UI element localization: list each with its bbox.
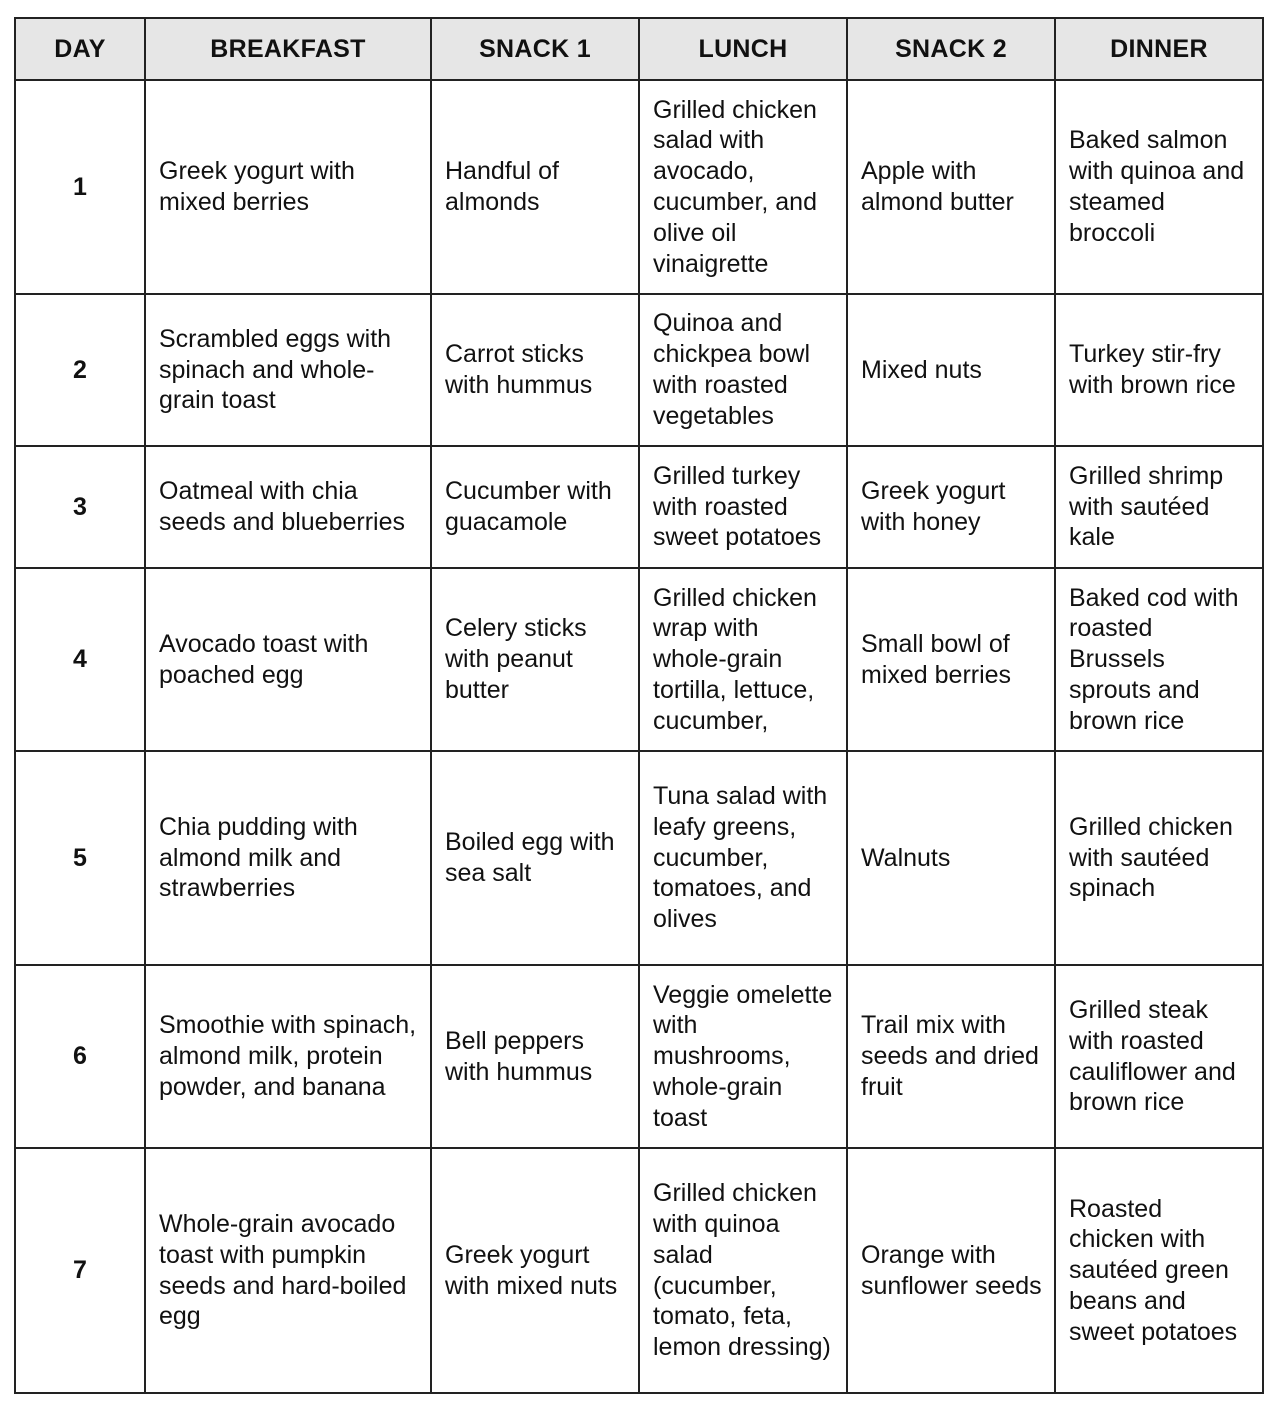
snack-1-cell: Bell peppers with hummus xyxy=(431,965,639,1148)
snack-1-cell: Celery sticks with peanut butter xyxy=(431,568,639,751)
breakfast-cell: Greek yogurt with mixed berries xyxy=(145,80,431,294)
day-cell: 3 xyxy=(15,446,145,568)
dinner-cell: Baked salmon with quinoa and steamed broccoli xyxy=(1055,80,1263,294)
breakfast-cell: Chia pudding with almond milk and strawberries xyxy=(145,751,431,965)
column-header-snack-2: SNACK 2 xyxy=(847,18,1055,80)
column-header-breakfast: BREAKFAST xyxy=(145,18,431,80)
snack-2-cell: Apple with almond butter xyxy=(847,80,1055,294)
dinner-cell: Grilled shrimp with sautéed kale xyxy=(1055,446,1263,568)
table-row xyxy=(15,80,1263,294)
lunch-cell: Quinoa and chickpea bowl with roasted vegetables xyxy=(639,294,847,446)
table-row xyxy=(15,751,1263,965)
snack-1-cell: Handful of almonds xyxy=(431,80,639,294)
lunch-cell: Grilled turkey with roasted sweet potatoes xyxy=(639,446,847,568)
day-cell: 6 xyxy=(15,965,145,1148)
lunch-cell: Veggie omelette with mushrooms, whole-grain toast xyxy=(639,965,847,1148)
snack-1-cell: Greek yogurt with mixed nuts xyxy=(431,1148,639,1393)
dinner-cell: Roasted chicken with sautéed green beans and sweet potatoes xyxy=(1055,1148,1263,1393)
breakfast-cell: Scrambled eggs with spinach and whole-grain toast xyxy=(145,294,431,446)
table-row xyxy=(15,965,1263,1148)
snack-2-cell: Trail mix with seeds and dried fruit xyxy=(847,965,1055,1148)
day-cell: 1 xyxy=(15,80,145,294)
column-header-lunch: LUNCH xyxy=(639,18,847,80)
header-row xyxy=(15,18,1263,80)
breakfast-cell: Avocado toast with poached egg xyxy=(145,568,431,751)
lunch-cell: Grilled chicken salad with avocado, cucumber, and olive oil vinaigrette xyxy=(639,80,847,294)
breakfast-cell: Whole-grain avocado toast with pumpkin seeds and hard-boiled egg xyxy=(145,1148,431,1393)
day-cell: 5 xyxy=(15,751,145,965)
snack-2-cell: Walnuts xyxy=(847,751,1055,965)
day-cell: 2 xyxy=(15,294,145,446)
table-row xyxy=(15,1148,1263,1393)
snack-2-cell: Greek yogurt with honey xyxy=(847,446,1055,568)
meal-plan-table xyxy=(14,17,1264,1394)
dinner-cell: Grilled steak with roasted cauliflower and brown rice xyxy=(1055,965,1263,1148)
table-row xyxy=(15,446,1263,568)
dinner-cell: Turkey stir-fry with brown rice xyxy=(1055,294,1263,446)
lunch-cell: Grilled chicken wrap with whole-grain tortilla, lettuce, cucumber, xyxy=(639,568,847,751)
snack-2-cell: Small bowl of mixed berries xyxy=(847,568,1055,751)
snack-1-cell: Cucumber with guacamole xyxy=(431,446,639,568)
column-header-day: DAY xyxy=(15,18,145,80)
breakfast-cell: Smoothie with spinach, almond milk, protein powder, and banana xyxy=(145,965,431,1148)
day-cell: 4 xyxy=(15,568,145,751)
dinner-cell: Grilled chicken with sautéed spinach xyxy=(1055,751,1263,965)
lunch-cell: Tuna salad with leafy greens, cucumber, tomatoes, and olives xyxy=(639,751,847,965)
table-row xyxy=(15,294,1263,446)
snack-2-cell: Mixed nuts xyxy=(847,294,1055,446)
column-header-dinner: DINNER xyxy=(1055,18,1263,80)
dinner-cell: Baked cod with roasted Brussels sprouts and brown rice xyxy=(1055,568,1263,751)
snack-1-cell: Boiled egg with sea salt xyxy=(431,751,639,965)
day-cell: 7 xyxy=(15,1148,145,1393)
column-header-snack-1: SNACK 1 xyxy=(431,18,639,80)
table-row xyxy=(15,568,1263,751)
breakfast-cell: Oatmeal with chia seeds and blueberries xyxy=(145,446,431,568)
snack-2-cell: Orange with sunflower seeds xyxy=(847,1148,1055,1393)
lunch-cell: Grilled chicken with quinoa salad (cucumber, tomato, feta, lemon dressing) xyxy=(639,1148,847,1393)
snack-1-cell: Carrot sticks with hummus xyxy=(431,294,639,446)
